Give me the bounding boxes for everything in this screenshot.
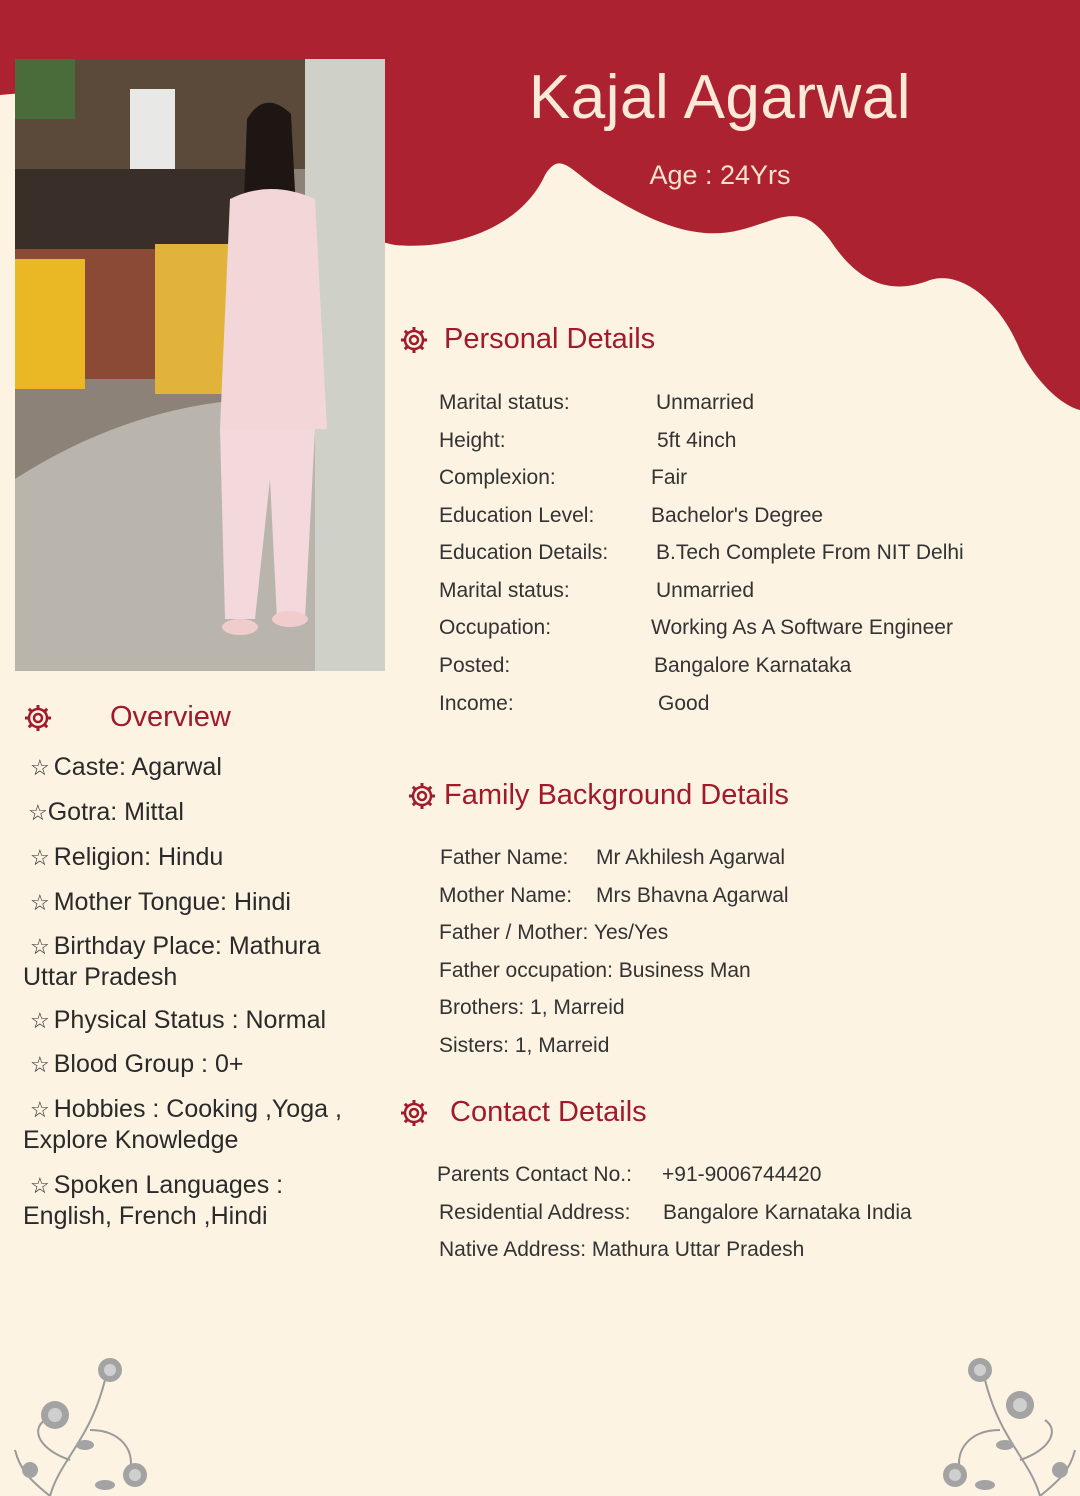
rose-decoration [10, 1350, 170, 1496]
overview-item [23, 1094, 363, 1156]
personal-value: Unmarried [656, 579, 755, 602]
personal-value: Good [658, 692, 710, 715]
family-value: Yes/Yes [593, 921, 669, 944]
star-icon: ☆ [30, 890, 50, 915]
star-icon: ☆ [30, 1052, 50, 1077]
personal-label: Posted: [439, 654, 511, 677]
family-value: Business Man [618, 959, 751, 982]
section-title: Overview [110, 701, 231, 733]
personal-label: Education Level: [439, 504, 595, 527]
overview-text: Physical Status : Normal [53, 1006, 327, 1034]
section-title: Family Background Details [444, 779, 789, 811]
family-label: Sisters: [439, 1034, 510, 1057]
profile-photo [15, 59, 385, 671]
family-row [439, 959, 751, 983]
personal-value: 5ft 4inch [657, 429, 737, 452]
personal-value: Bachelor's Degree [651, 504, 824, 527]
section-title: Contact Details [450, 1096, 647, 1128]
family-label: Father / Mother: [439, 921, 589, 944]
star-icon: ☆ [30, 755, 50, 780]
personal-label: Occupation: [439, 616, 552, 639]
personal-label: Complexion: [439, 466, 556, 489]
contact-value: +91-9006744420 [662, 1163, 822, 1186]
gear-icon [400, 326, 428, 354]
gear-icon [408, 782, 436, 810]
family-row [439, 921, 668, 945]
star-icon: ☆ [30, 1008, 50, 1033]
family-value: 1, Marreid [530, 996, 625, 1019]
overview-text: Blood Group : 0+ [53, 1050, 244, 1078]
personal-value: Working As A Software Engineer [651, 616, 953, 639]
star-icon: ☆ [30, 845, 50, 870]
personal-label: Marital status: [439, 391, 570, 414]
overview-item [23, 797, 363, 828]
family-value: Mrs Bhavna Agarwal [596, 884, 789, 907]
family-label: Father Name: [440, 846, 569, 869]
personal-value: Fair [651, 466, 688, 489]
personal-label: Marital status: [439, 579, 570, 602]
contact-value: Bangalore Karnataka India [663, 1201, 912, 1224]
personal-value: Unmarried [656, 391, 755, 414]
overview-item [23, 1005, 363, 1036]
overview-item [23, 752, 363, 783]
contact-label: Native Address: [439, 1238, 587, 1261]
personal-label: Education Details: [439, 541, 609, 564]
family-label: Brothers: [439, 996, 525, 1019]
personal-value: Bangalore Karnataka [654, 654, 852, 677]
overview-text: Religion: Hindu [53, 843, 224, 871]
overview-text: Gotra: Mittal [47, 798, 184, 826]
contact-details-heading [400, 1096, 647, 1129]
contact-label: Parents Contact No.: [437, 1163, 632, 1186]
overview-text: Spoken Languages : English, French ,Hindi [23, 1171, 284, 1230]
star-icon: ☆ [30, 934, 50, 959]
family-row [439, 996, 625, 1020]
family-details-heading [408, 779, 789, 812]
personal-label: Income: [439, 692, 514, 715]
overview-text: Mother Tongue: Hindi [53, 888, 291, 916]
overview-item [23, 931, 363, 993]
profile-age: Age : 24Yrs [649, 160, 791, 190]
section-title: Personal Details [444, 323, 656, 355]
star-icon: ☆ [30, 1097, 50, 1122]
overview-text: Birthday Place: Mathura Uttar Pradesh [23, 932, 321, 991]
overview-item [23, 887, 363, 918]
overview-heading [24, 701, 231, 734]
overview-item [23, 1049, 363, 1080]
contact-value: Mathura Uttar Pradesh [591, 1238, 805, 1261]
family-value: 1, Marreid [514, 1034, 610, 1057]
profile-name: Kajal Agarwal [528, 63, 912, 132]
overview-item [23, 1170, 363, 1232]
contact-label: Residential Address: [439, 1201, 631, 1224]
personal-value: B.Tech Complete From NIT Delhi [656, 541, 964, 564]
gear-icon [400, 1099, 428, 1127]
personal-label: Height: [439, 429, 506, 452]
star-icon: ☆ [28, 800, 48, 825]
overview-item [23, 842, 363, 873]
overview-text: Caste: Agarwal [53, 753, 222, 781]
overview-text: Hobbies : Cooking ,Yoga , Explore Knowledge [23, 1095, 342, 1154]
rose-decoration [920, 1350, 1080, 1496]
personal-details-heading [400, 323, 655, 356]
star-icon: ☆ [30, 1173, 50, 1198]
family-label: Mother Name: [439, 884, 573, 907]
contact-row [439, 1238, 804, 1262]
family-row [439, 1034, 609, 1058]
family-label: Father occupation: [439, 959, 613, 982]
family-value: Mr Akhilesh Agarwal [596, 846, 786, 869]
gear-icon [24, 704, 52, 732]
